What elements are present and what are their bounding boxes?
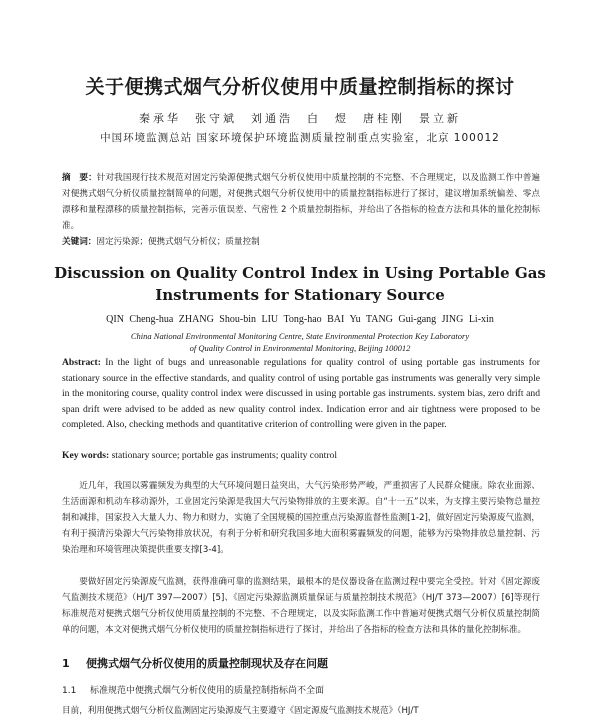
paper-title-en-line2: Instruments for Stationary Source bbox=[155, 286, 445, 304]
keywords-en-text: stationary source; portable gas instruments; quality control bbox=[111, 450, 337, 461]
abstract-cn-label: 摘 要： bbox=[62, 173, 97, 183]
keywords-cn-text: 固定污染源；便携式烟气分析仪；质量控制 bbox=[96, 237, 260, 247]
body-paragraph-3: 目前，利用便携式烟气分析仪监测固定污染源废气主要遵守《固定源废气监测技术规范》（HJ/T bbox=[62, 706, 419, 716]
section-number: 1 bbox=[62, 657, 70, 670]
affiliation-en-line2: of Quality Control in Environmental Monitoring, Beijing 100012 bbox=[189, 343, 411, 353]
keywords-cn bbox=[62, 235, 540, 247]
paper-title-en-line1: Discussion on Quality Control Index in Using Portable Gas bbox=[54, 264, 546, 282]
keywords-en-label: Key words: bbox=[62, 450, 110, 461]
keywords-cn-label: 关键词： bbox=[62, 237, 97, 247]
subsection-number: 1.1 bbox=[62, 686, 77, 696]
abstract-cn-text: 针对我国现行技术规范对固定污染源便携式烟气分析仪使用中质量控制的不完整、不合理规定，以及监测工作中普遍对便携式烟气分析仪质量控制简单的问题，对便携式烟气分析仪使用中的质量控制指标进行了探讨，建议增加系统偏差、零点漂移和量程漂移的质量控制指标，完善示值误差、气密性 2 个质量控制指标，并给出了各指标的检查方法和具体的量化控制标准。 bbox=[62, 173, 540, 231]
subsection-heading-1-1 bbox=[62, 683, 324, 696]
abstract-en-label: Abstract: bbox=[62, 357, 101, 368]
keywords-en bbox=[62, 450, 540, 461]
body-paragraph-1: 近几年，我国以雾霾频发为典型的大气环境问题日益突出，大气污染形势严峻，严重损害了人民群众健康。除农业面源、生活面源和机动车移动源外，工业固定污染源是我国大气污染物排放的主要来源。自“十一五”以来，为支撑主要污染物总量控制和减排，国家投入大量人力、物力和财力，实施了全国规模的国控重点污染源监督性监测[1-2]，做好固定污染源废气监测，有利于摸清污染源大气污染物排放状况，有利于分析和研究我国多地大面积雾霾频发的问题，能够为污染物排放总量控制、污染治理和环境管理决策提供重要支撑[3-4]。 bbox=[62, 481, 540, 555]
abstract-en-text: In the light of bugs and unreasonable regulations for quality control of using portable gas instruments for stationary source in the effective standards, and quality control of using portable gas instruments was generally very simple in the monitoring course, quality control index were discussed in using portable gas instruments. system bias, zero drift and span drift were advised to be added as new quality control index. Indication error and air tightness were proposed to be completed. Also, checking methods and quantitative criterion of controlling were given in the paper. bbox=[62, 357, 540, 430]
authors-cn: 秦承华 张守斌 刘通浩 白 煜 唐桂刚 景立新 bbox=[139, 112, 461, 125]
affiliation-en bbox=[0, 330, 600, 354]
abstract-cn bbox=[62, 170, 540, 234]
affiliation-cn: 中国环境监测总站 国家环境保护环境监测质量控制重点实验室，北京 100012 bbox=[100, 132, 500, 144]
section-heading-1 bbox=[62, 655, 328, 671]
section-title: 便携式烟气分析仪使用的质量控制现状及存在问题 bbox=[86, 657, 328, 670]
subsection-title: 标准规范中便携式烟气分析仪使用的质量控制指标尚不全面 bbox=[90, 686, 325, 696]
paper-title-cn: 关于便携式烟气分析仪使用中质量控制指标的探讨 bbox=[85, 76, 515, 98]
authors-en: QIN Cheng-hua ZHANG Shou-bin LIU Tong-hao BAI Yu TANG Gui-gang JING Li-xin bbox=[106, 314, 494, 325]
paper-title-en bbox=[0, 262, 600, 306]
body-paragraph-2: 要做好固定污染源废气监测，获得准确可靠的监测结果，最根本的是仪器设备在监测过程中要完全受控。针对《固定源废气监测技术规范》（HJ/T 397—2007）[5]、《固定污染源监测质量保证与质量控制技术规范》（HJ/T 373—2007）[6]等现行标准规范对便携式烟气分析仪使用质量控制的不完整、不合理规定，以及实际监测工作中普遍对便携式烟气分析仪质量控制简单的问题，本文对便携式烟气分析仪使用的质量控制指标进行了探讨，并给出了各指标的检查方法和具体的量化控制标准。 bbox=[62, 577, 540, 635]
abstract-en bbox=[62, 355, 540, 433]
affiliation-en-line1: China National Environmental Monitoring Centre, State Environmental Protection Key Laboratory bbox=[130, 331, 470, 341]
